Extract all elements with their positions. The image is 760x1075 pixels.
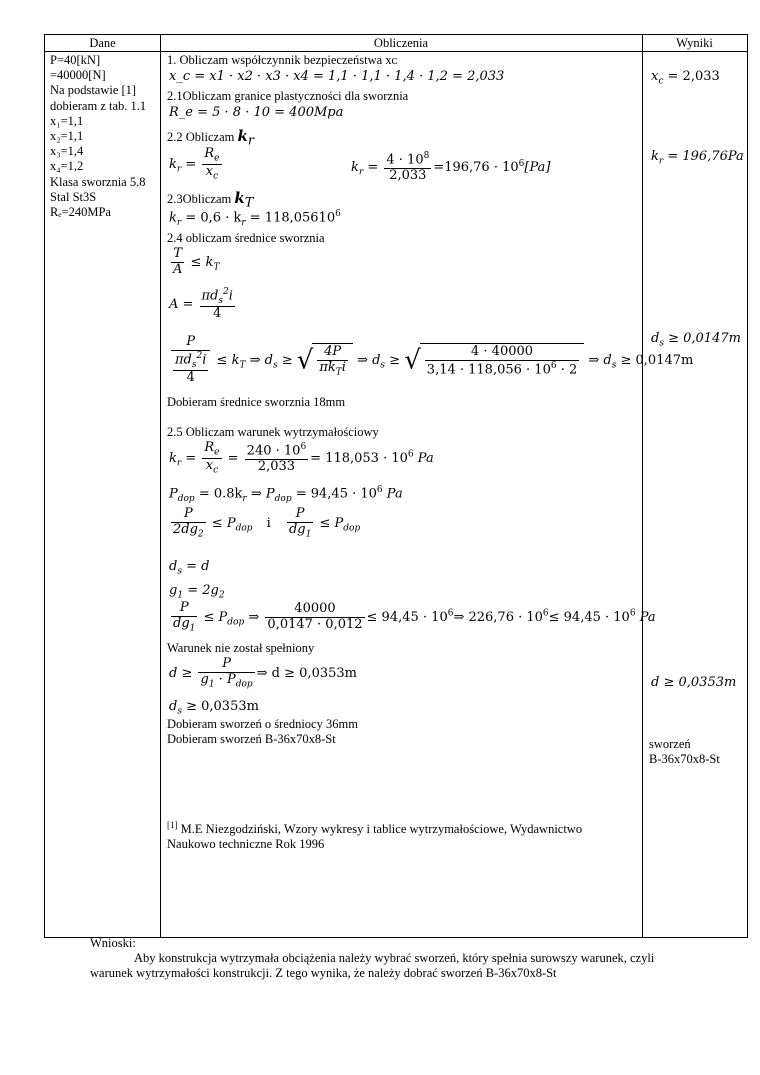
dane-item: x₁=1,1 — [50, 113, 84, 128]
cond-res3: ≤ 94,45 · 10 — [548, 609, 630, 625]
step-23-var: k — [234, 189, 245, 207]
choice-36mm: Dobieram sworzeń o średniocy 36mm — [167, 717, 358, 731]
step-21-title: 2.1Obliczam granice plastyczności dla sworznia — [167, 89, 409, 103]
col-divider-2 — [642, 35, 643, 937]
s22-result-unit: [Pa] — [524, 160, 551, 176]
header-wyniki: Wyniki — [676, 36, 713, 50]
step-25-kr: $k_r$ = $\frac{R_e}{x_c}$ = $\frac{240 \cdot 10^6}{2,033}$ = $118,053 \cdot 10^6$ Pa — [169, 440, 434, 476]
reference-text-2: Naukowo techniczne Rok 1996 — [167, 837, 325, 852]
pdop-exp: 6 — [376, 485, 383, 495]
conj: i — [266, 515, 271, 531]
s24-den-end: · 2 — [556, 362, 578, 378]
s25-result-exp: 6 — [407, 449, 414, 460]
reference-mark: [1] — [167, 820, 178, 830]
s23-formula-end: = 118,05610 — [245, 210, 336, 226]
pdop-result: = 94,45 · 10 — [295, 486, 377, 502]
d-result: ⇒ d ≥ 0,0353m — [256, 665, 357, 681]
result-d: d ≥ 0,0353m — [651, 675, 737, 690]
step-22-formula-b: $k_r$ = $\frac{4 \cdot 10^8}{2,033}$ $=196,76 \cdot 10^6[Pa]$ — [351, 151, 551, 184]
step-24-derivation: $\frac{P}{\frac{\pi d_s^2i}{4}}$ ≤ $k_T$ ⇒ $d_s$ ≥ √ $\frac{4P}{\pi k_Ti}$ ⇒ $d_s$ ≥ √ $\frac{4 \cdot 40000}{3,14 \cdot 118,056 \cdot 10^6 \cdot 2}$ ⇒ $d_s \ge 0,0147m$ — [169, 335, 693, 386]
result-bolt-label: sworzeń — [649, 737, 691, 751]
reference-text-1: M.E Niezgodziński, Wzory wykresy i tablice wytrzymałościowe, Wydawnictwo — [177, 822, 583, 837]
step-22-var: k — [237, 127, 248, 145]
result-d-value: ≥ 0,0353m — [663, 675, 737, 690]
s24-num: 4 · 40000 — [425, 345, 579, 361]
col-divider-1 — [160, 35, 161, 937]
dane-item: x₃=1,4 — [50, 144, 84, 159]
result-ds-value: ≥ 0,0147m — [668, 331, 741, 346]
cond-unit: Pa — [639, 609, 656, 625]
step-25-conditions: $\frac{P}{2dg_2}$ ≤ $P_{dop}$ i $\frac{P}{dg_1}$ ≤ $P_{dop}$ — [173, 506, 361, 540]
reference — [167, 820, 582, 852]
step-24-choice: Dobieram średnice sworznia 18mm — [167, 395, 346, 409]
ds-inequality: $d_s \ge 0,0353m$ — [169, 699, 259, 717]
step-22-formula-a: $k_r$ = $\frac{R_e}{x_c}$ — [169, 146, 220, 182]
s25-unit: Pa — [417, 450, 434, 466]
cond-exp-2: 6 — [542, 608, 549, 619]
step-24-ineq-1: $\frac{T}{A}$ ≤ $k_T$ — [173, 246, 220, 277]
header-divider — [45, 51, 747, 52]
dane-item: =40000[N] — [50, 68, 106, 83]
s25-num: 240 · 10 — [246, 443, 301, 459]
step-25-pdop: $P_{dop} = 0.8k_r$ ⇒ $P_{dop} = 94,45 \cdot 10^6$ Pa — [169, 485, 403, 504]
s24-result: ≥ 0,0147m — [620, 353, 694, 369]
cond-exp-1: 6 — [447, 608, 454, 619]
result-kr-value: = 196,76Pa — [667, 149, 744, 164]
conclusions-line-1: Aby konstrukcja wytrzymała obciążenia należy wybrać sworzeń, który spełnia surowszy warunek, czyli — [134, 951, 655, 965]
s24-den: 3,14 · 118,056 · 10 — [426, 362, 551, 378]
dane-item: Rₑ=240MPa — [50, 205, 111, 220]
s23-formula: = 0,6 · k — [185, 210, 242, 226]
calc-table — [44, 34, 748, 938]
step-23-label: 2.3Obliczam — [167, 192, 232, 206]
g1-equals-2g2: $g_1 = 2g_2$ — [169, 583, 225, 601]
step-25-title: 2.5 Obliczam warunek wytrzymałościowy — [167, 425, 379, 439]
s25-num-exp: 6 — [300, 441, 307, 452]
dane-item: dobieram z tab. 1.1 — [50, 98, 147, 113]
conclusions-title: Wnioski: — [90, 936, 136, 950]
cond-res1: ≤ 94,45 · 10 — [366, 609, 448, 625]
condition-not-met: Warunek nie został spełniony — [167, 641, 315, 655]
s22-num: 4 · 10 — [386, 152, 424, 168]
pdop-formula: = 0.8k — [198, 486, 243, 502]
d-inequality: d ≥ $\frac{P}{g_1 \cdot P_{dop}}$ ⇒ d ≥ 0,0353m — [169, 656, 357, 690]
s23-exp: 6 — [335, 209, 341, 219]
step-23-title — [167, 189, 253, 211]
dane-item: Na podstawie [1] — [50, 83, 137, 98]
header-obliczenia: Obliczenia — [373, 36, 429, 50]
dane-item: Klasa sworznia 5.8 — [50, 174, 146, 189]
ds-equals-d: $d_s = d$ — [169, 559, 210, 577]
conclusions-line-2: warunek wytrzymałości konstrukcji. Z tego wynika, że należy dobrać sworzeń B-36x70x8-St — [90, 966, 557, 980]
result-ds: $d_s \ge 0,0147m$ — [651, 331, 741, 349]
step-22-sub: r — [247, 133, 255, 149]
pdop-unit: Pa — [386, 486, 403, 502]
dane-item: x₂=1,1 — [50, 129, 84, 144]
s25-result: = 118,053 · 10 — [310, 450, 408, 466]
s22-result-exp: 6 — [518, 158, 525, 169]
cond-num: 40000 — [265, 602, 364, 618]
conclusions — [90, 936, 690, 981]
s22-den: 2,033 — [389, 168, 427, 184]
step-23-formula: $k_r = 0,6 \cdot k_r = 118,05610^6$ — [169, 209, 341, 228]
step-21-formula: R_e = 5 · 8 · 10 = 400Mpa — [169, 105, 344, 120]
header-dane: Dane — [89, 36, 116, 50]
result-xc-value: = 2,033 — [667, 69, 720, 84]
step-23-sub: T — [244, 195, 254, 211]
choice-bolt: Dobieram sworzeń B-36x70x8-St — [167, 732, 336, 746]
s25-den: 2,033 — [257, 459, 296, 475]
result-xc: $x_c = 2,033$ — [651, 69, 720, 87]
step-25-check: $\frac{P}{dg_1}$ ≤ $P_{dop}$ ⇒ $\frac{40000}{0,0147 \cdot 0,012}$ ≤ $94,45 \cdot 10^6\Rightarrow$ $226,76 \cdot 10^6\le 94,45 \cdot 10^6$ Pa — [173, 600, 656, 634]
dane-item: Stal St3S — [50, 189, 97, 204]
step-24-title: 2.4 obliczam średnice sworznia — [167, 231, 325, 245]
step-1-title: 1. Obliczam współczynnik bezpieczeństwa xᴄ — [167, 53, 398, 67]
result-kr: $k_r = 196,76Pa$ — [651, 149, 744, 167]
result-bolt-value: B-36x70x8-St — [649, 752, 720, 766]
dane-item: x₄=1,2 — [50, 159, 84, 174]
result-bolt — [649, 737, 720, 767]
step-1-formula: x_c = x1 · x2 · x3 · x4 = 1,1 · 1,1 · 1,4 · 1,2 = 2,033 — [169, 69, 505, 84]
step-22-label: 2.2 Obliczam — [167, 130, 235, 144]
step-24-area: A = $\frac{\pi d_s^2i}{4}$ — [169, 287, 233, 322]
s24-den-exp: 6 — [550, 360, 557, 371]
cond-res2: ⇒ 226,76 · 10 — [453, 609, 543, 625]
ds-result: ≥ 0,0353m — [186, 699, 259, 714]
dane-item: P=40[kN] — [50, 53, 101, 67]
cond-exp-3: 6 — [629, 608, 636, 619]
cond-den: 0,0147 · 0,012 — [267, 616, 363, 632]
s22-num-exp: 8 — [423, 151, 430, 161]
dane-list — [50, 53, 146, 220]
s22-result: =196,76 · 10 — [433, 160, 519, 176]
